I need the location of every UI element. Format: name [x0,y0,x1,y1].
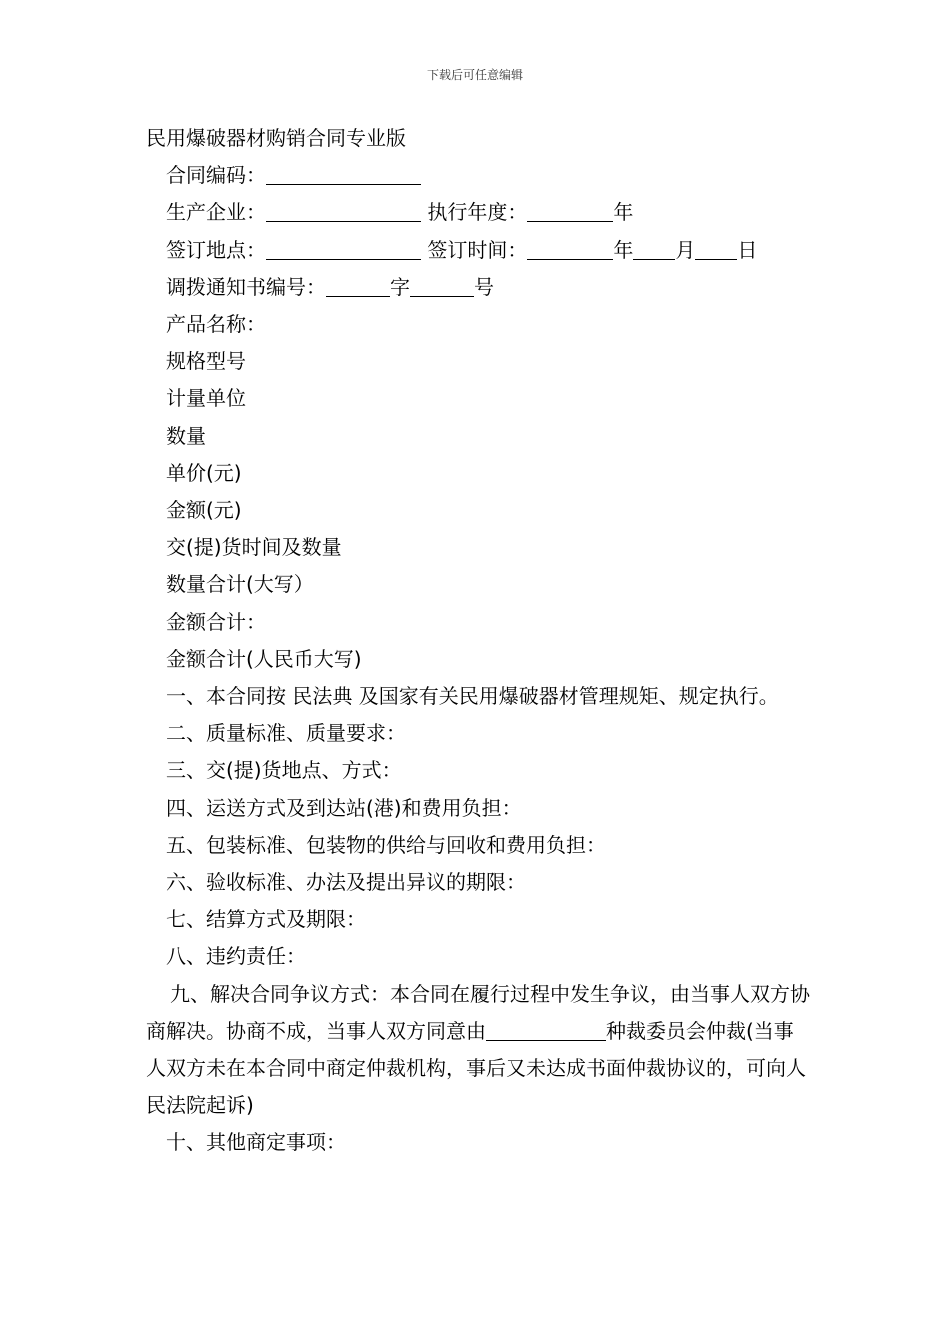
exec-year-blank[interactable] [527,197,613,222]
clause-5: 五、包装标准、包装物的供给与回收和费用负担： [166,832,606,857]
contract-no-label: 合同编码： [166,163,266,188]
notice-hao: 号 [474,274,494,299]
sign-place-blank[interactable] [266,235,421,260]
sign-year-blank[interactable] [527,235,613,260]
clause-2: 二、质量标准、质量要求： [166,721,406,746]
product-item: 交(提)货时间及数量 [166,535,342,560]
contract-no-blank[interactable] [266,160,421,185]
notice-zi: 字 [390,274,410,299]
contract-no-row [146,157,810,194]
product-item: 产品名称： [166,312,266,337]
clause-9-part-b: 种裁委员会仲裁(当事人双方未在本合同中商定仲裁机构，事后又未达成书面仲裁协议的，可向人民法院起诉) [146,1018,806,1118]
sign-month-unit: 月 [675,237,696,262]
sign-day-unit: 日 [737,237,758,262]
producer-label: 生产企业： [166,200,266,225]
product-item: 数量合计(大写） [166,572,314,597]
sign-place-label: 签订地点： [166,237,266,262]
product-item: 规格型号 [166,349,246,374]
product-item: 金额(元) [166,498,242,523]
clause-7: 七、结算方式及期限： [166,907,366,932]
page-header: 下载后可任意编辑 [426,68,523,82]
arbitration-blank[interactable] [486,1016,606,1041]
clause-9-part-a: 九、解决合同争议方式：本合同在履行过程中发生争议，由当事人双方协商解决。协商不成，当事人双方同意由 [146,981,810,1043]
contract-body [146,120,810,1162]
contract-title: 民用爆破器材购销合同专业版 [146,126,406,150]
clause-1: 一、本合同按 民法典 及国家有关民用爆破器材管理规矩、规定执行。 [166,684,779,709]
notice-row [146,269,810,306]
exec-year-label: 执行年度： [427,200,528,225]
sign-year-unit: 年 [613,237,634,262]
clause-3: 三、交(提)货地点、方式： [166,758,402,783]
notice-no-label: 调拨通知书编号： [166,274,326,299]
notice-zi-blank[interactable] [326,272,390,297]
clause-9 [146,976,810,1125]
sign-time-label: 签订时间： [427,237,528,262]
clause-6: 六、验收标准、办法及提出异议的期限： [166,870,526,895]
notice-hao-blank[interactable] [410,272,474,297]
producer-row [146,194,810,231]
sign-month-blank[interactable] [633,235,675,260]
clause-8: 八、违约责任： [166,944,306,969]
producer-blank[interactable] [266,197,421,222]
sign-row [146,232,810,269]
sign-day-blank[interactable] [695,235,737,260]
clause-4: 四、运送方式及到达站(港)和费用负担： [166,795,522,820]
product-item: 单价(元) [166,460,242,485]
clause-10: 十、其他商定事项： [166,1130,346,1155]
product-item: 金额合计： [166,609,266,634]
year-unit: 年 [613,200,634,225]
product-item: 计量单位 [166,386,246,411]
product-item: 金额合计(人民币大写) [166,646,362,671]
product-item: 数量 [166,423,206,448]
